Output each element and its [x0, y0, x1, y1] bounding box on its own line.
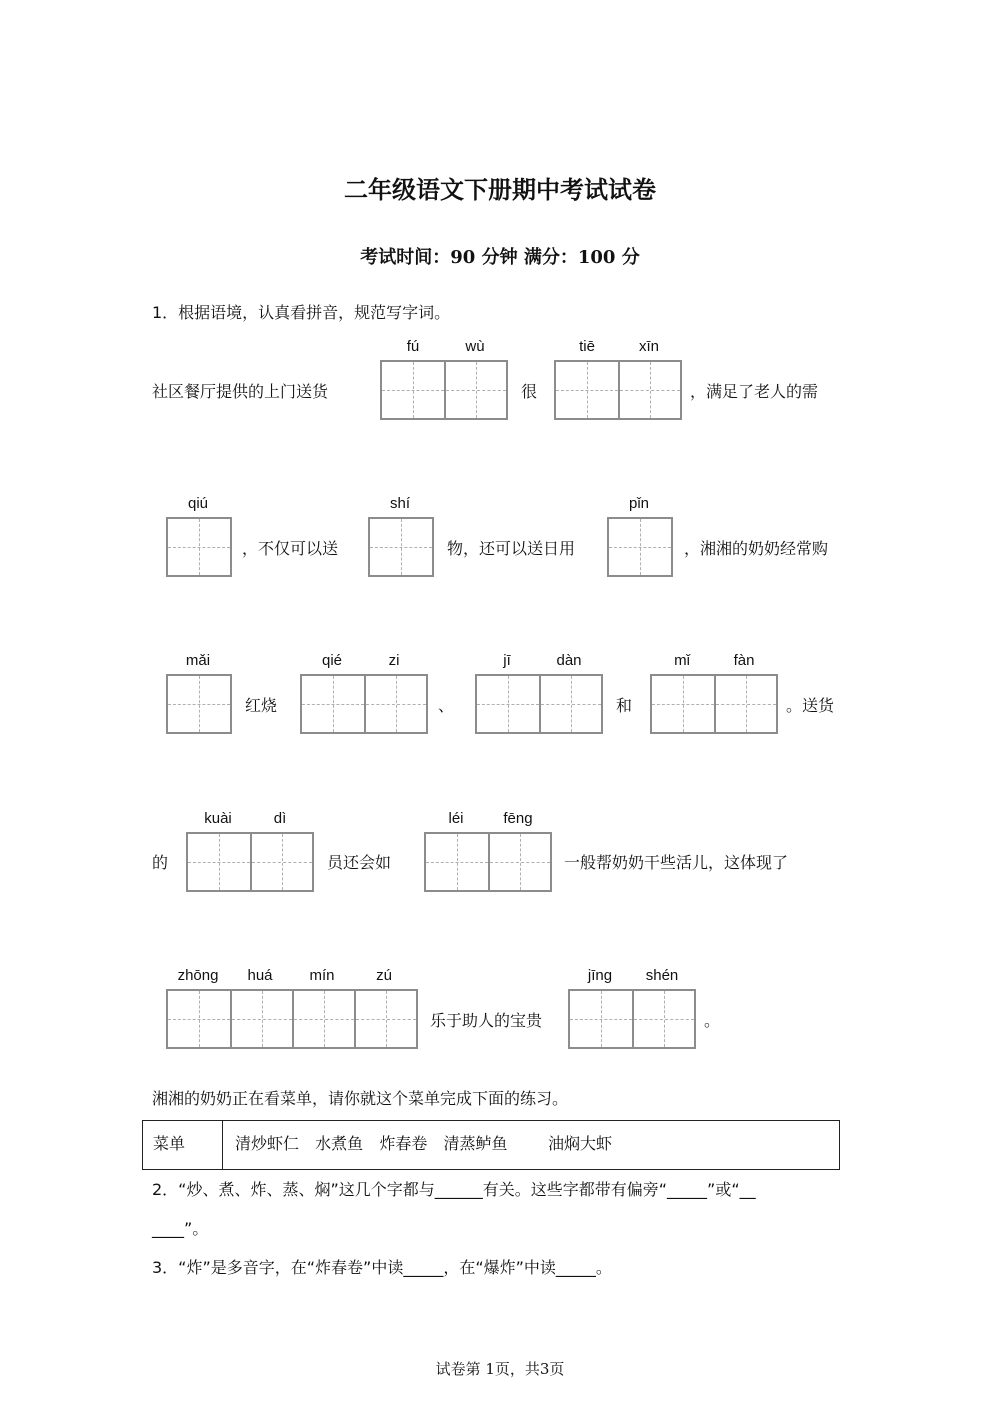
pinyin-label: qiú: [187, 495, 209, 512]
tianzige-cell[interactable]: [444, 362, 506, 418]
tianzige-cell[interactable]: [168, 676, 230, 732]
row4-text-2: 员还会如: [327, 853, 392, 872]
tianzige-cell[interactable]: [632, 991, 694, 1047]
tianzige-cell[interactable]: [302, 676, 364, 732]
tianzige-cell[interactable]: [570, 991, 632, 1047]
tianzige-cell[interactable]: [488, 834, 550, 890]
tianzige-cell[interactable]: [477, 676, 539, 732]
pinyin-label: fēng: [503, 810, 533, 827]
pinyin-label: qié: [321, 652, 343, 669]
exam-title: 二年级语文下册期中考试试卷: [344, 175, 656, 204]
page-footer: 试卷第 1页，共3页: [435, 1360, 565, 1378]
pinyin-label: huá: [247, 967, 273, 984]
writing-box-kuaidi[interactable]: [186, 832, 314, 892]
row2-text-2: 物，还可以送日用: [447, 539, 576, 558]
tianzige-cell[interactable]: [426, 834, 488, 890]
pinyin-label: tiē: [579, 338, 595, 355]
pinyin-label: zhōng: [177, 967, 219, 984]
row4-text-3: 一般帮奶奶干些活儿，这体现了: [564, 853, 789, 872]
tianzige-cell[interactable]: [556, 362, 618, 418]
writing-box-jingshen[interactable]: [568, 989, 696, 1049]
pinyin-label: dàn: [556, 652, 582, 669]
tianzige-cell[interactable]: [370, 519, 432, 575]
pinyin-label: zú: [376, 967, 392, 984]
writing-box-mai[interactable]: [166, 674, 232, 734]
pinyin-label: pǐn: [628, 495, 650, 512]
writing-box-qiu[interactable]: [166, 517, 232, 577]
pinyin-label: mín: [309, 967, 335, 984]
tianzige-cell[interactable]: [250, 834, 312, 890]
writing-box-shi[interactable]: [368, 517, 434, 577]
writing-box-jidan[interactable]: [475, 674, 603, 734]
writing-box-leifeng[interactable]: [424, 832, 552, 892]
pinyin-label: kuài: [204, 810, 232, 827]
tianzige-cell[interactable]: [230, 991, 292, 1047]
tianzige-cell[interactable]: [609, 519, 671, 575]
exam-subtitle: 考试时间：90 分钟 满分：100 分: [360, 247, 640, 268]
pinyin-label: dì: [273, 810, 287, 827]
writing-box-mifan[interactable]: [650, 674, 778, 734]
pinyin-label: mǎi: [185, 652, 211, 669]
tianzige-cell[interactable]: [382, 362, 444, 418]
pinyin-label: fàn: [733, 652, 755, 669]
menu-header-cell: 菜单: [143, 1121, 223, 1169]
tianzige-cell[interactable]: [354, 991, 416, 1047]
row2-text-1: ，不仅可以送: [242, 539, 339, 558]
pinyin-label: jīng: [587, 967, 613, 984]
row3-text-4: 。送货: [786, 696, 835, 715]
pinyin-label: mǐ: [674, 652, 690, 669]
menu-intro: 湘湘的奶奶正在看菜单，请你就这个菜单完成下面的练习。: [152, 1089, 569, 1108]
row3-text-3: 和: [616, 696, 633, 715]
tianzige-cell[interactable]: [618, 362, 680, 418]
row5-text-2: 。: [704, 1011, 721, 1030]
row1-text-3: ，满足了老人的需: [690, 382, 819, 401]
question-1-prompt: 1．根据语境，认真看拼音，规范写字词。: [152, 303, 451, 322]
writing-box-pin[interactable]: [607, 517, 673, 577]
menu-table: [142, 1120, 840, 1170]
tianzige-cell[interactable]: [292, 991, 354, 1047]
row3-text-2: 、: [438, 696, 455, 715]
tianzige-cell[interactable]: [188, 834, 250, 890]
question-2-line-2: ____”。: [152, 1219, 209, 1238]
question-3: 3．“炸”是多音字，在“炸春卷”中读_____，在“爆炸”中读_____。: [152, 1258, 612, 1277]
row4-text-1: 的: [152, 853, 169, 872]
pinyin-label: fú: [406, 338, 420, 355]
writing-box-tiexin[interactable]: [554, 360, 682, 420]
pinyin-label: shén: [645, 967, 679, 984]
tianzige-cell[interactable]: [168, 991, 230, 1047]
row1-text-1: 社区餐厅提供的上门送货: [152, 382, 329, 401]
tianzige-cell[interactable]: [714, 676, 776, 732]
question-2-line-1: 2．“炒、煮、炸、蒸、焖”这几个字都与______有关。这些字都带有偏旁“_____”或“__: [152, 1180, 756, 1199]
row5-text-1: 乐于助人的宝贵: [430, 1011, 543, 1030]
row1-text-2: 很: [521, 382, 538, 401]
writing-box-fuwu[interactable]: [380, 360, 508, 420]
pinyin-label: jī: [503, 652, 511, 669]
pinyin-label: shí: [389, 495, 410, 512]
pinyin-label: wù: [465, 338, 485, 355]
pinyin-label: xīn: [638, 338, 659, 355]
tianzige-cell[interactable]: [168, 519, 230, 575]
tianzige-cell[interactable]: [364, 676, 426, 732]
pinyin-label: léi: [448, 810, 464, 827]
menu-items-cell: 清炒虾仁 水煮鱼 炸春卷 清蒸鲈鱼 油焖大虾: [235, 1134, 612, 1153]
row3-text-1: 红烧: [245, 696, 278, 715]
writing-box-qiezi[interactable]: [300, 674, 428, 734]
pinyin-label: zi: [388, 652, 400, 669]
tianzige-cell[interactable]: [539, 676, 601, 732]
row2-text-3: ，湘湘的奶奶经常购: [684, 539, 829, 558]
writing-box-zhonghuaminzu[interactable]: [166, 989, 418, 1049]
tianzige-cell[interactable]: [652, 676, 714, 732]
